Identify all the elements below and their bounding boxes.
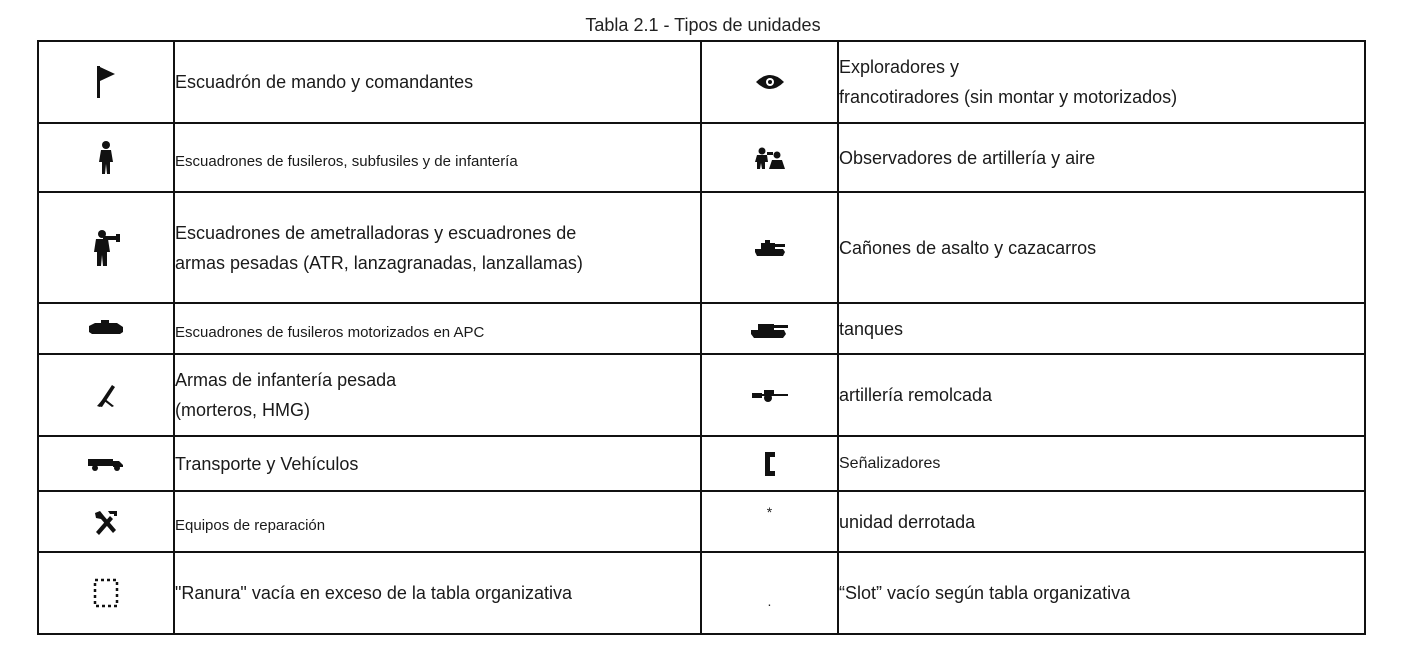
icon-cell — [38, 436, 174, 491]
icon-cell — [38, 552, 174, 634]
apc-icon — [87, 320, 125, 336]
table-row — [38, 491, 1365, 552]
unit-label — [174, 192, 701, 303]
table-row — [38, 436, 1365, 491]
icon-cell — [701, 123, 838, 192]
heavy-weapons-soldier-icon — [91, 228, 121, 268]
towed-artillery-icon — [750, 387, 790, 403]
unit-label-line: Armas de infantería pesada — [175, 370, 397, 390]
icon-cell — [701, 303, 838, 354]
unit-label: Equipos de reparación — [174, 491, 701, 552]
unit-label: Escuadrón de mando y comandantes — [174, 41, 701, 123]
dot-icon: . — [767, 593, 772, 609]
unit-label: artillería remolcada — [838, 354, 1365, 436]
icon-cell — [701, 552, 838, 634]
unit-label: "Ranura" vacía en exceso de la tabla organizativa — [174, 552, 701, 634]
unit-label: unidad derrotada — [838, 491, 1365, 552]
icon-cell — [38, 192, 174, 303]
table-title: Tabla 2.1 - Tipos de unidades — [585, 15, 821, 35]
unit-label: tanques — [838, 303, 1365, 354]
dotted-box-icon — [93, 578, 119, 608]
tank-icon — [750, 319, 790, 339]
icon-cell — [38, 491, 174, 552]
unit-label: Transporte y Vehículos — [174, 436, 701, 491]
unit-label: Escuadrones de fusileros motorizados en APC — [174, 303, 701, 354]
icon-cell — [38, 41, 174, 123]
unit-label-line: francotiradores (sin montar y motorizados) — [839, 87, 1178, 107]
rifleman-icon — [97, 140, 115, 176]
unit-label — [174, 354, 701, 436]
asterisk-icon: * — [766, 504, 773, 520]
table-row — [38, 552, 1365, 634]
table-row — [38, 303, 1365, 354]
icon-cell — [701, 491, 838, 552]
observers-icon — [754, 146, 786, 170]
unit-label: “Slot” vacío según tabla organizativa — [838, 552, 1365, 634]
truck-icon — [87, 454, 125, 472]
icon-cell — [38, 354, 174, 436]
repair-tools-icon — [92, 508, 120, 536]
unit-label-line: armas pesadas (ATR, lanzagranadas, lanzallamas) — [175, 252, 583, 273]
unit-label-line: Escuadrones de ametralladoras y escuadrones de — [175, 222, 577, 243]
unit-types-table — [37, 40, 1366, 635]
table-row — [38, 354, 1365, 436]
flag-icon — [95, 64, 117, 100]
unit-label: Cañones de asalto y cazacarros — [838, 192, 1365, 303]
unit-label — [838, 41, 1365, 123]
unit-label: Escuadrones de fusileros, subfusiles y de infantería — [174, 123, 701, 192]
phone-icon — [763, 451, 777, 477]
icon-cell — [701, 354, 838, 436]
table-row — [38, 41, 1365, 123]
table-row — [38, 192, 1365, 303]
icon-cell — [701, 41, 838, 123]
table-row — [38, 123, 1365, 192]
icon-cell — [701, 192, 838, 303]
icon-cell — [701, 436, 838, 491]
icon-cell — [38, 303, 174, 354]
assault-gun-icon — [753, 238, 787, 258]
unit-label-line: Exploradores y — [839, 57, 960, 77]
eye-icon — [754, 72, 786, 92]
unit-label: Señalizadores — [838, 436, 1365, 491]
unit-label: Observadores de artillería y aire — [838, 123, 1365, 192]
icon-cell — [38, 123, 174, 192]
unit-label-line: (morteros, HMG) — [175, 400, 310, 420]
mortar-icon — [95, 382, 117, 408]
